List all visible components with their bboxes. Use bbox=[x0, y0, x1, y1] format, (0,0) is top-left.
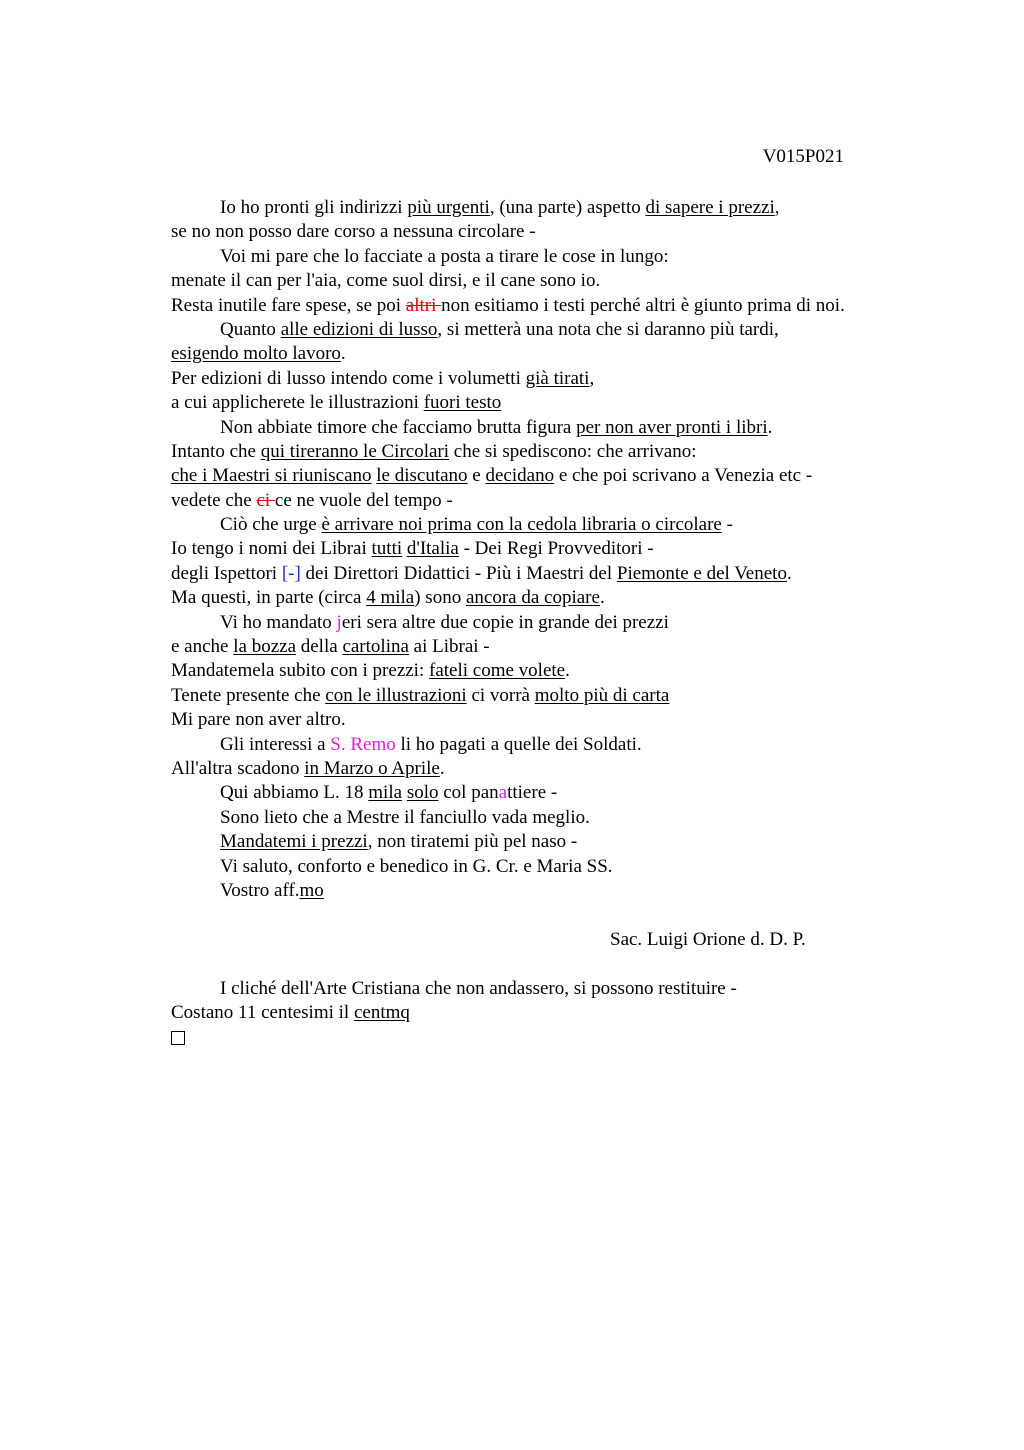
text-segment: Costano 11 centesimi il bbox=[171, 1001, 354, 1023]
checkbox-square-icon bbox=[171, 1031, 185, 1045]
text-segment: e anche bbox=[171, 636, 234, 658]
text-line bbox=[171, 977, 931, 1001]
text-line bbox=[171, 781, 931, 805]
text-line bbox=[171, 708, 931, 732]
text-segment: . bbox=[599, 587, 605, 609]
text-segment: ) sono bbox=[414, 587, 466, 609]
spacer bbox=[171, 952, 931, 976]
letter-body bbox=[171, 196, 931, 1050]
text-segment: I cliché dell'Arte Cristiana che non andassero, si possono restituire - bbox=[220, 977, 737, 999]
text-line bbox=[171, 1001, 931, 1025]
text-line bbox=[171, 245, 931, 269]
underlined-text: molto più di carta bbox=[534, 684, 670, 706]
underlined-text: con le illustrazioni bbox=[325, 684, 467, 706]
text-line bbox=[171, 684, 931, 708]
text-segment: . bbox=[767, 416, 773, 438]
text-line bbox=[171, 537, 931, 561]
struck-text: altri bbox=[405, 294, 442, 316]
text-line bbox=[171, 659, 931, 683]
text-line bbox=[171, 733, 931, 757]
text-segment: Intanto che bbox=[171, 440, 261, 462]
document-reference-code: V015P021 bbox=[762, 146, 844, 167]
text-line bbox=[171, 391, 931, 415]
underlined-text: la bozza bbox=[233, 636, 296, 658]
highlighted-text: S. Remo bbox=[330, 733, 396, 755]
underlined-text: per non aver pronti i libri bbox=[576, 416, 768, 438]
text-segment: , bbox=[589, 367, 595, 389]
text-line bbox=[171, 489, 931, 513]
underlined-text: più urgenti bbox=[407, 197, 490, 218]
text-segment: Mi pare non aver altro. bbox=[171, 709, 346, 731]
text-segment: . bbox=[340, 343, 346, 365]
struck-text: ci bbox=[256, 489, 275, 511]
text-line bbox=[171, 806, 931, 830]
text-segment: . bbox=[565, 660, 570, 682]
end-marker bbox=[171, 1025, 931, 1049]
text-segment: Sac. Luigi Orione d. D. P. bbox=[610, 928, 806, 950]
text-segment: Quanto bbox=[220, 318, 281, 340]
underlined-text: d'Italia bbox=[406, 538, 459, 560]
underlined-text: tutti bbox=[371, 538, 403, 560]
underlined-text: 4 mila bbox=[366, 587, 415, 609]
text-segment: All'altra scadono bbox=[171, 757, 305, 779]
text-segment: - bbox=[721, 514, 733, 536]
text-segment: non esitiamo i testi perché altri è giunto prima di noi. bbox=[441, 294, 845, 316]
text-segment: Vi saluto, conforto e benedico in G. Cr. e Maria SS. bbox=[220, 855, 613, 877]
text-line bbox=[171, 269, 931, 293]
text-segment: menate il can per l'aia, come suol dirsi, e il cane sono io. bbox=[171, 270, 601, 292]
text-segment: Resta inutile fare spese, se poi bbox=[171, 294, 406, 316]
text-segment: , bbox=[774, 197, 780, 218]
text-line bbox=[171, 294, 931, 318]
underlined-text: cartolina bbox=[342, 636, 409, 658]
text-segment: a cui applicherete le illustrazioni bbox=[171, 392, 424, 414]
text-segment: Ma questi, in parte (circa bbox=[171, 587, 367, 609]
text-segment: ai Librai - bbox=[408, 636, 490, 658]
text-line bbox=[171, 879, 931, 903]
text-line bbox=[171, 757, 931, 781]
text-line bbox=[171, 830, 931, 854]
text-segment: Voi mi pare che lo facciate a posta a tirare le cose in lungo: bbox=[220, 245, 669, 267]
signature-line bbox=[171, 928, 931, 952]
text-segment: Io ho pronti gli indirizzi bbox=[220, 197, 408, 218]
text-segment: che si spediscono: che arrivano: bbox=[449, 440, 697, 462]
text-segment: Sono lieto che a Mestre il fanciullo vada meglio. bbox=[220, 806, 590, 828]
text-line bbox=[171, 416, 931, 440]
text-segment: degli Ispettori bbox=[171, 562, 282, 584]
text-segment: . bbox=[786, 562, 792, 584]
text-line bbox=[171, 220, 931, 244]
text-segment: della bbox=[296, 636, 343, 658]
highlighted-text: a bbox=[498, 782, 508, 804]
underlined-text: Piemonte e del Veneto bbox=[616, 562, 787, 584]
underlined-text: è arrivare noi prima con la cedola libraria o circolare bbox=[321, 514, 722, 536]
underlined-text: ancora da copiare bbox=[465, 587, 600, 609]
text-line bbox=[171, 635, 931, 659]
underlined-text: che i Maestri si riuniscano bbox=[171, 465, 372, 487]
underlined-text: fuori testo bbox=[423, 392, 502, 414]
underlined-text: mila bbox=[368, 782, 403, 804]
text-segment: Non abbiate timore che facciamo brutta figura bbox=[220, 416, 577, 438]
underlined-text: già tirati bbox=[525, 367, 590, 389]
underlined-text: decidano bbox=[485, 465, 555, 487]
text-segment: - Dei Regi Provveditori - bbox=[458, 538, 654, 560]
underlined-text: qui tireranno le Circolari bbox=[260, 440, 450, 462]
text-segment: col pan bbox=[438, 782, 499, 804]
text-segment: , si metterà una nota che si daranno più tardi, bbox=[437, 318, 779, 340]
text-line bbox=[171, 196, 931, 220]
text-segment: ttiere - bbox=[507, 782, 558, 804]
text-segment: Mandatemela subito con i prezzi: bbox=[171, 660, 429, 682]
text-segment: Vostro aff. bbox=[220, 879, 300, 901]
text-segment: Gli interessi a bbox=[220, 733, 331, 755]
underlined-text: Mandatemi i prezzi bbox=[220, 831, 368, 853]
text-segment: Tenete presente che bbox=[171, 684, 326, 706]
text-segment: Io tengo i nomi dei Librai bbox=[171, 538, 372, 560]
text-line bbox=[171, 562, 931, 586]
highlighted-text: j bbox=[336, 611, 342, 633]
text-segment: dei Direttori Didattici - Più i Maestri del bbox=[300, 562, 617, 584]
text-segment: li ho pagati a quelle dei Soldati. bbox=[395, 733, 642, 755]
text-segment: , (una parte) aspetto bbox=[489, 197, 646, 218]
spacer bbox=[171, 903, 931, 927]
text-line bbox=[171, 440, 931, 464]
text-segment: . bbox=[439, 757, 445, 779]
underlined-text: mo bbox=[299, 879, 324, 901]
text-line bbox=[171, 513, 931, 537]
bracket-mark: [-] bbox=[281, 562, 301, 584]
text-segment: ci vorrà bbox=[466, 684, 535, 706]
text-line bbox=[171, 855, 931, 879]
text-segment: Per edizioni di lusso intendo come i volumetti bbox=[171, 367, 526, 389]
text-segment: Vi ho mandato bbox=[220, 611, 337, 633]
text-segment: , non tiratemi più pel naso - bbox=[367, 831, 578, 853]
text-line bbox=[171, 586, 931, 610]
underlined-text: le discutano bbox=[376, 465, 468, 487]
text-line bbox=[171, 611, 931, 635]
text-segment: e bbox=[467, 465, 486, 487]
underlined-text: fateli come volete bbox=[429, 660, 566, 682]
text-segment: Qui abbiamo L. 18 bbox=[220, 782, 369, 804]
text-segment: vedete che bbox=[171, 489, 257, 511]
text-segment: eri sera altre due copie in grande dei prezzi bbox=[341, 611, 669, 633]
text-segment: e che poi scrivano a Venezia etc - bbox=[554, 465, 813, 487]
text-line bbox=[171, 464, 931, 488]
underlined-text: centmq bbox=[353, 1001, 410, 1023]
text-line bbox=[171, 318, 931, 342]
underlined-text: alle edizioni di lusso bbox=[280, 318, 438, 340]
text-segment: Ciò che urge bbox=[220, 514, 322, 536]
text-segment: ce ne vuole del tempo - bbox=[274, 489, 453, 511]
text-segment: se no non posso dare corso a nessuna circolare - bbox=[171, 221, 536, 243]
text-line bbox=[171, 342, 931, 366]
text-line bbox=[171, 367, 931, 391]
underlined-text: esigendo molto lavoro bbox=[171, 343, 341, 365]
underlined-text: di sapere i prezzi bbox=[645, 197, 775, 218]
underlined-text: in Marzo o Aprile bbox=[304, 757, 440, 779]
underlined-text: solo bbox=[406, 782, 439, 804]
